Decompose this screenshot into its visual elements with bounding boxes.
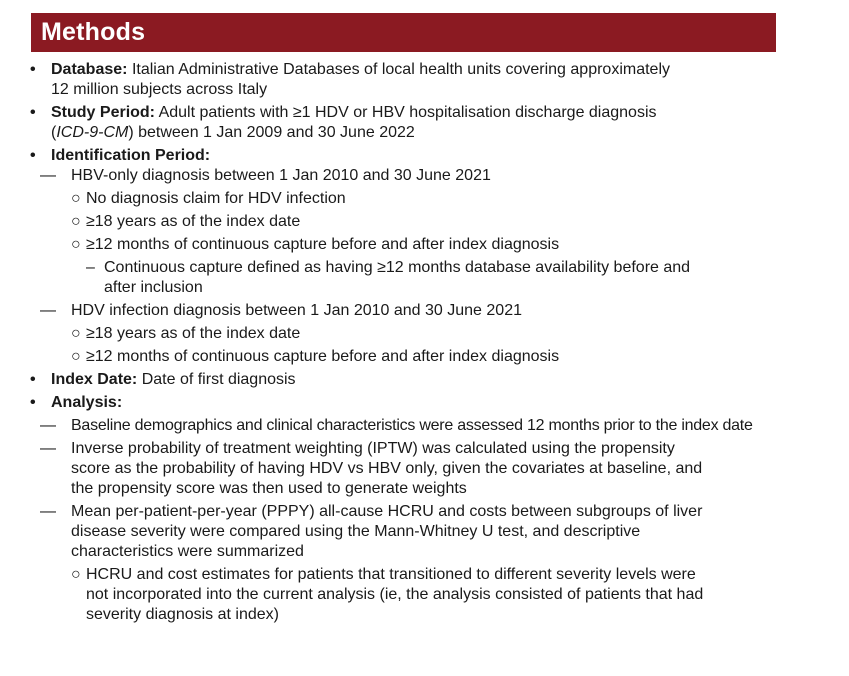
section-header [31, 13, 776, 52]
bullet-identification-period [26, 146, 796, 166]
bullet-marker: • [30, 147, 36, 164]
circle-marker: ○ [71, 190, 81, 207]
bullet-marker: • [30, 371, 36, 388]
hdv-criteria [40, 301, 796, 321]
circle-marker: ○ [71, 236, 81, 253]
list-sub-item: – Continuous capture defined as having ≥12 months database availability before and after inclusion [86, 259, 691, 296]
icd-code: ICD-9-CM [56, 124, 129, 141]
database-label: Database: [51, 61, 128, 78]
index-date-label: Index Date: [51, 371, 138, 388]
database-text-2: 12 million subjects across Italy [51, 81, 268, 98]
dash-marker: — [40, 503, 56, 520]
database-text: Italian Administrative Databases of local health units covering approximately [131, 61, 670, 78]
study-period-text: Adult patients with ≥1 HDV or HBV hospitalisation discharge diagnosis [158, 104, 657, 121]
list-item: ○ ≥18 years as of the index date [71, 213, 301, 230]
sub-dash-marker: – [86, 259, 95, 276]
study-period-label: Study Period: [51, 104, 156, 121]
bullet-analysis [26, 393, 796, 413]
dash-marker: — [40, 302, 56, 319]
list-item: ○ ≥12 months of continuous capture before and after index diagnosis [71, 348, 560, 365]
identification-label: Identification Period: [51, 147, 211, 164]
section-title: Methods [41, 18, 146, 46]
bullet-database [26, 60, 796, 100]
analysis-label: Analysis: [51, 394, 123, 411]
hdv-criteria-text: HDV infection diagnosis between 1 Jan 2010 and 30 June 2021 [71, 302, 522, 319]
list-item: ○ ≥12 months of continuous capture before and after index diagnosis [71, 236, 560, 253]
bullet-marker: • [30, 394, 36, 411]
circle-marker: ○ [71, 566, 81, 583]
study-period-text-2: ) between 1 Jan 2009 and 30 June 2022 [128, 124, 415, 141]
list-item: ○ ≥18 years as of the index date [71, 325, 301, 342]
bullet-marker: • [30, 61, 36, 78]
analysis-item: — Inverse probability of treatment weighting (IPTW) was calculated using the propensity score as the probability of having HDV vs HBV only, given the covariates at baseline, and the propensity score was then used to generate weights [40, 440, 703, 497]
index-date-text: Date of first diagnosis [141, 371, 296, 388]
analysis-item: — Mean per-patient-per-year (PPPY) all-cause HCRU and costs between subgroups of liver disease severity were compared using the Mann-Whitney U test, and descriptive characteristics were summarized [40, 503, 703, 560]
methods-content [26, 60, 796, 625]
circle-marker: ○ [71, 213, 81, 230]
hbv-criteria-text: HBV-only diagnosis between 1 Jan 2010 and 30 June 2021 [71, 167, 491, 184]
list-item: ○ No diagnosis claim for HDV infection [71, 190, 346, 207]
dash-marker: — [40, 440, 56, 457]
analysis-sub-item: ○ HCRU and cost estimates for patients that transitioned to different severity levels were not incorporated into the current analysis (ie, the analysis consisted of patients that had severity diagnosis at index) [71, 566, 704, 623]
bullet-study-period: • Study Period: Adult patients with ≥1 HDV or HBV hospitalisation discharge diagnosis (ICD-9-CM) between 1 Jan 2009 and 30 June 2022 [26, 103, 796, 143]
dash-marker: — [40, 417, 56, 434]
circle-marker: ○ [71, 348, 81, 365]
dash-marker: — [40, 167, 56, 184]
bullet-index-date [26, 370, 796, 390]
circle-marker: ○ [71, 325, 81, 342]
analysis-item: — Baseline demographics and clinical characteristics were assessed 12 months prior to the index date [40, 417, 753, 434]
bullet-marker: • [30, 104, 36, 121]
hbv-criteria [40, 166, 796, 186]
